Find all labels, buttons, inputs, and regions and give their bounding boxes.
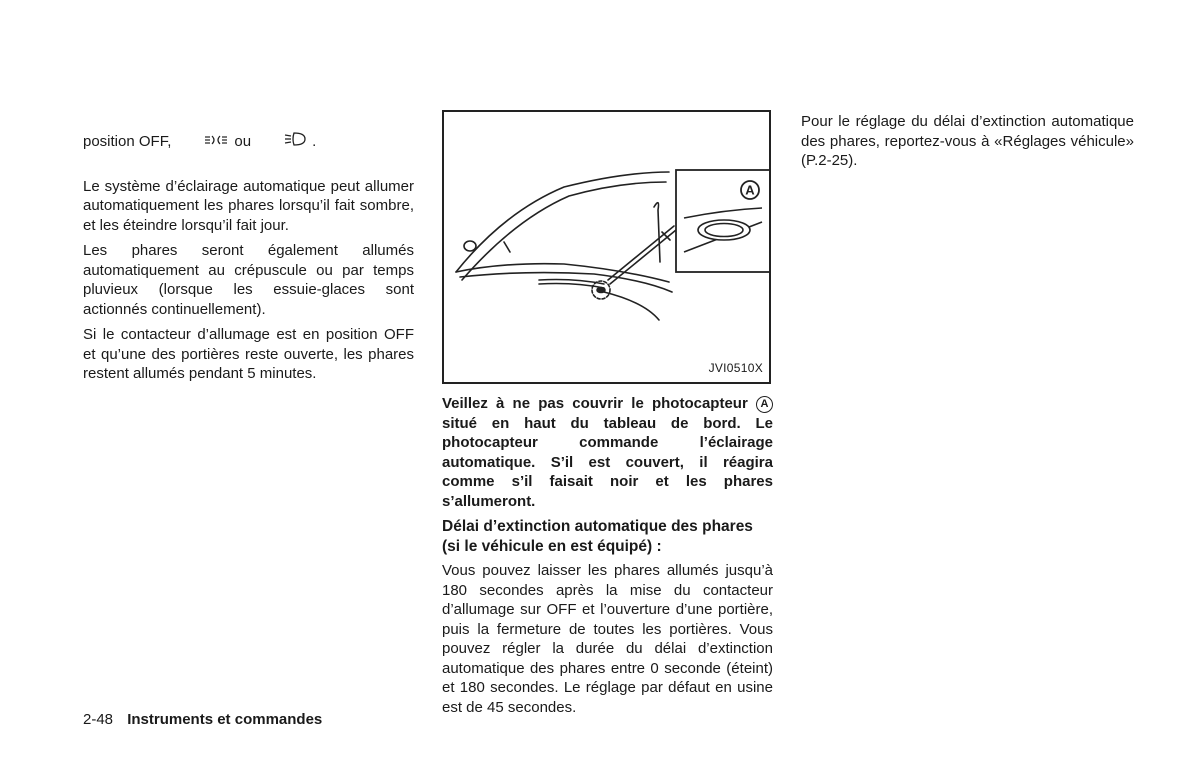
door-open-paragraph: Si le contacteur d’allumage est en position OFF et qu’une des portières reste ouverte, les phares restent allumés pendant 5 minutes. [83, 326, 414, 382]
photosensor-figure [442, 110, 771, 384]
delay-body-paragraph: Vous pouvez laisser les phares allumés jusqu’à 180 secondes après la mise du contacteur d’allumage sur OFF et l’ouverture d’une portière, puis la fermeture de toutes les portières. Vous pouvez régler la durée du délai d’extinction automatique des phares entre 0 seconde (éteint) et 180 secondes. Le réglage par défaut en usine est de 45 secondes. [442, 562, 773, 716]
warning-text-end: situé en haut du tableau de bord. Le photocapteur commande l’éclairage automatique. S’il est couvert, il réagira comme s’il faisait noir et les phares s’allumeront. [442, 414, 773, 510]
parking-lights-icon [179, 112, 228, 171]
settings-reference-paragraph: Pour le réglage du délai d’extinction automatique des phares, reportez-vous à «Réglages véhicule» (P.2-25). [801, 113, 1134, 169]
page-footer [83, 711, 322, 728]
page-number: 2-48 [83, 711, 114, 728]
position-off-text: position OFF, [83, 132, 172, 150]
windshield-illustration [444, 112, 769, 382]
dusk-rain-paragraph: Les phares seront également allumés automatiquement au crépuscule ou par temps pluvieux (lorsque les essuie-glaces sont actionnés continuellement). [83, 242, 414, 318]
section-heading: Délai d’extinction automatique des phares (si le véhicule en est équipé) : [442, 518, 753, 555]
headlights-icon [259, 112, 306, 171]
warning-text-start: Veillez à ne pas couvrir le photocapteur [442, 395, 748, 412]
or-text: ou [234, 132, 252, 150]
auto-lighting-paragraph: Le système d’éclairage automatique peut allumer automatiquement les phares lorsqu’il fait sombre, et les éteindre lorsqu’il fait jour. [83, 177, 414, 234]
photosensor-warning [442, 394, 773, 511]
position-off-line [83, 112, 414, 171]
middle-column [442, 110, 773, 723]
figure-marker-a: A [745, 182, 755, 198]
marker-a-badge: A [756, 396, 773, 413]
period-text: . [312, 132, 317, 150]
figure-code: JVI0510X [708, 360, 763, 375]
right-column [801, 112, 1134, 177]
left-column [83, 112, 414, 390]
section-title: Instruments et commandes [127, 711, 323, 728]
